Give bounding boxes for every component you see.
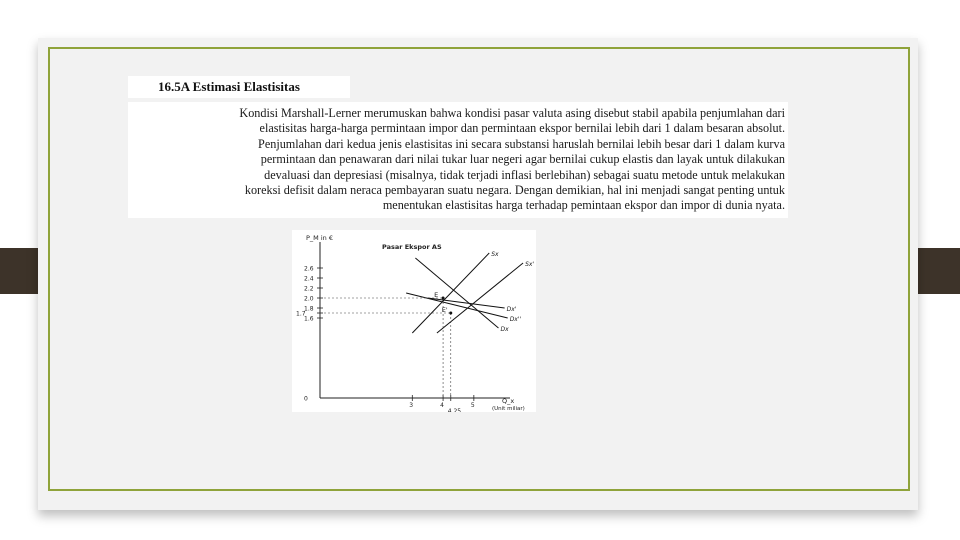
x-tick-label: 4.25 [447, 408, 462, 412]
equilibrium-point [442, 297, 445, 300]
equilibrium-label: E [434, 291, 439, 299]
paragraph-line: devaluasi dan depresiasi (misalnya, tidak terjadi inflasi berlebihan) sebagai suatu metode untuk melakukan [264, 167, 785, 182]
paragraph-line: Kondisi Marshall-Lerner merumuskan bahwa kondisi pasar valuta asing disebut stabil apabila penjumlahan dari [239, 106, 785, 120]
chart-svg [292, 230, 536, 412]
series-label: Dx' [506, 306, 517, 313]
y-tick-label: 1.7 [296, 310, 306, 318]
x-tick-label: 3 [409, 402, 414, 409]
paragraph-line: koreksi defisit dalam neraca pembayaran suatu negara. Dengan demikian, hal ini menjadi sangat penting untuk [244, 183, 785, 198]
y-tick-label: 2.2 [304, 285, 314, 293]
series-label: Sx' [525, 261, 535, 268]
y-tick-label: 1.8 [304, 305, 314, 313]
y-tick-label: 0 [304, 395, 308, 403]
series-line [428, 298, 505, 308]
y-tick-label: 2.0 [304, 295, 314, 303]
series-label: Dx'' [509, 316, 522, 323]
x-tick-label: 4 [440, 402, 444, 409]
x-axis-label: Q_x [502, 397, 515, 405]
y-axis-label: P_M in € [306, 234, 333, 242]
y-tick-label: 1.6 [304, 315, 314, 323]
paragraph-line: permintaan dan penawaran dari nilai tukar luar negeri agar bernilai cukup elastis dan layak untuk dilakukan [260, 152, 785, 167]
body-paragraph [130, 106, 785, 214]
paragraph-line: Penjumlahan dari kedua jenis elastisitas ini secara substansi haruslah bernilai lebih besar dari 1 dalam kurva [258, 136, 785, 151]
series-line [406, 293, 508, 318]
paragraph-line: menentukan elastisitas harga terhadap pemintaan ekspor dan impor di dunia nyata. [382, 198, 785, 213]
y-tick-label: 2.6 [304, 265, 314, 273]
y-tick-label: 2.4 [304, 275, 314, 283]
equilibrium-label: E' [441, 306, 448, 314]
x-axis-unit: (Unit miliar) [492, 406, 525, 412]
x-tick-label: 5 [470, 402, 475, 409]
chart-title: Pasar Ekspor AS [382, 243, 442, 251]
export-market-chart [292, 230, 536, 412]
slide-title: 16.5A Estimasi Elastisitas [158, 79, 300, 94]
equilibrium-point [449, 312, 452, 315]
series-label: Dx [500, 326, 509, 333]
series-label: Sx [491, 251, 499, 258]
paragraph-line: elastisitas harga-harga permintaan impor dan permintaan ekspor bernilai lebih dari 1 dalam besaran absolut. [259, 121, 785, 136]
